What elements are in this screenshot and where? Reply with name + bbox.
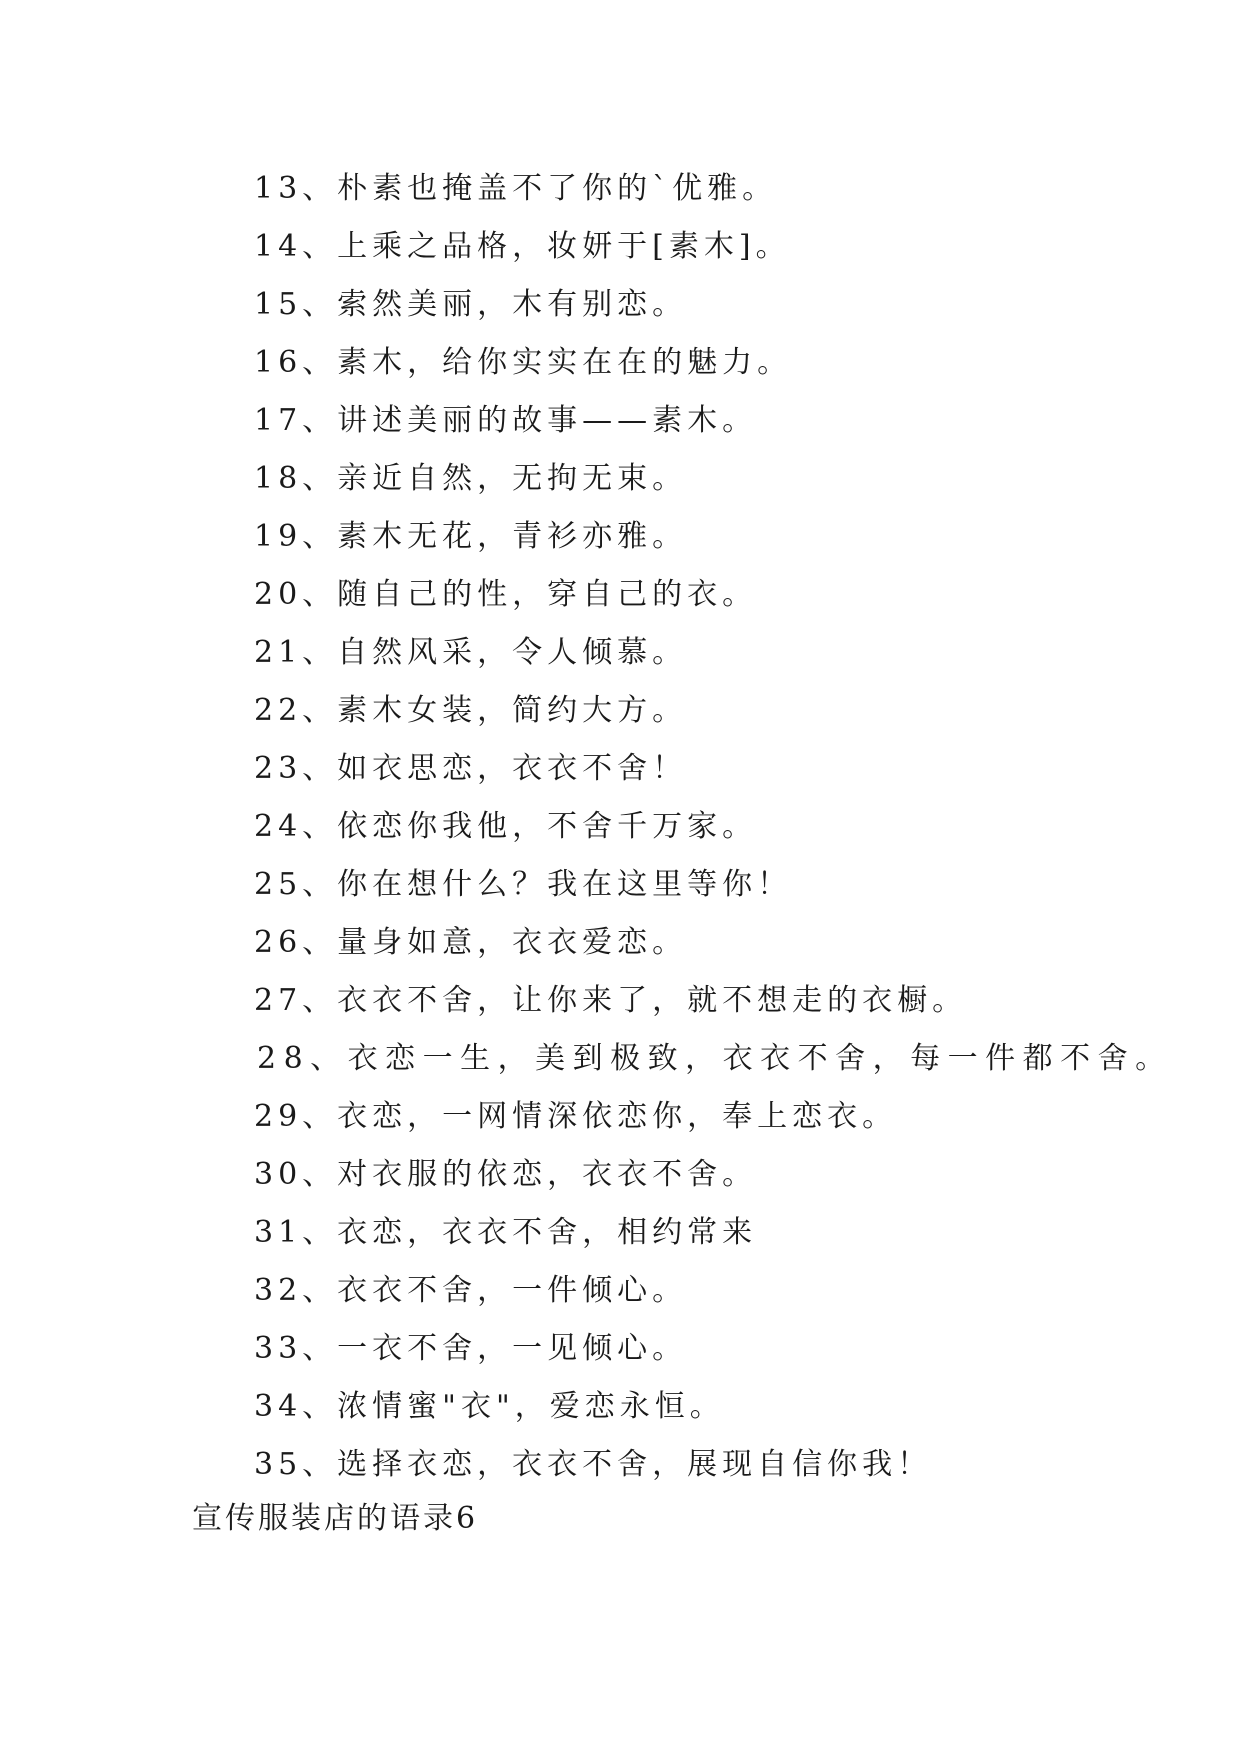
slogan-item: 21、自然风采，令人倾慕。 [254, 635, 688, 670]
slogan-item: 16、素木，给你实实在在的魅力。 [254, 345, 793, 380]
slogan-item: 20、随自己的性，穿自己的衣。 [254, 577, 758, 612]
slogan-item: 23、如衣思恋，衣衣不舍！ [254, 751, 688, 786]
slogan-item: 33、一衣不舍，一见倾心。 [254, 1331, 688, 1366]
slogan-item: 24、依恋你我他，不舍千万家。 [254, 809, 758, 844]
slogan-item: 14、上乘之品格，妆妍于[素木]。 [254, 229, 791, 264]
slogan-item: 22、素木女装，简约大方。 [254, 693, 688, 728]
slogan-item: 19、素木无花，青衫亦雅。 [254, 519, 688, 554]
slogan-item: 18、亲近自然，无拘无束。 [254, 461, 688, 496]
slogan-item: 15、索然美丽，木有别恋。 [254, 287, 688, 322]
slogan-item: 35、选择衣恋，衣衣不舍，展现自信你我！ [254, 1447, 933, 1482]
slogan-item: 31、衣恋，衣衣不舍，相约常来 [254, 1215, 758, 1250]
slogan-item: 30、对衣服的依恋，衣衣不舍。 [254, 1157, 758, 1192]
slogan-item: 29、衣恋，一网情深依恋你，奉上恋衣。 [254, 1099, 898, 1134]
slogan-item: 17、讲述美丽的故事——素木。 [254, 403, 758, 438]
slogan-item: 34、浓情蜜"衣"，爱恋永恒。 [254, 1389, 725, 1424]
slogan-list [254, 160, 1173, 1494]
slogan-item: 28、衣恋一生，美到极致，衣衣不舍，每一件都不舍。 [257, 1041, 1173, 1076]
section-heading: 宣传服装店的语录6 [192, 1501, 479, 1536]
slogan-item: 27、衣衣不舍，让你来了，就不想走的衣橱。 [254, 983, 968, 1018]
slogan-item: 25、你在想什么？我在这里等你！ [254, 867, 793, 902]
slogan-item: 13、朴素也掩盖不了你的`优雅。 [254, 171, 778, 206]
slogan-item: 26、量身如意，衣衣爱恋。 [254, 925, 688, 960]
slogan-item: 32、衣衣不舍，一件倾心。 [254, 1273, 688, 1308]
